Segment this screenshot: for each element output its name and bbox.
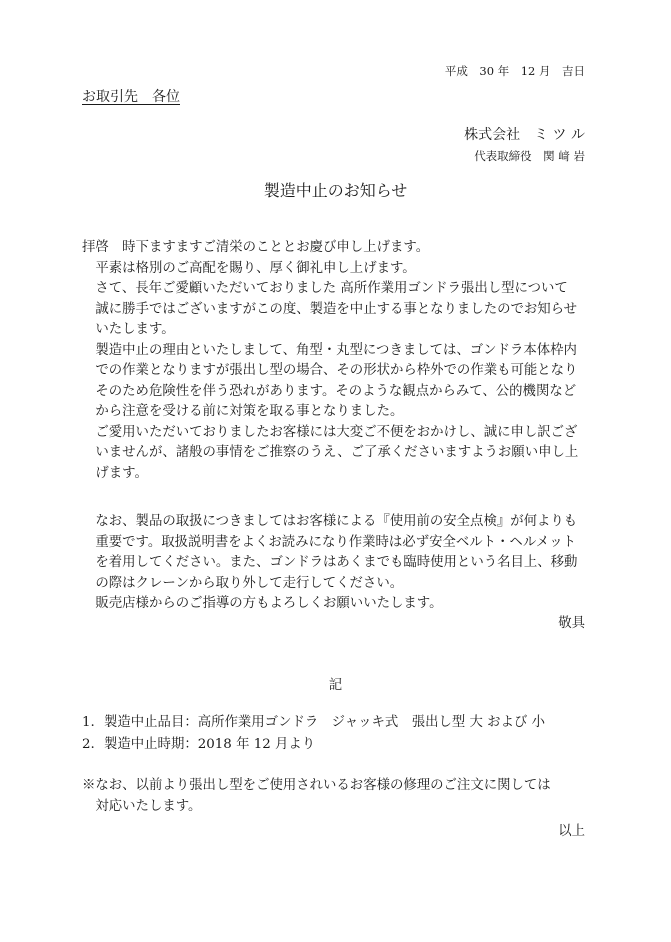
list-item: [82, 734, 545, 756]
body-line: ご愛用いただいておりましたお客様には大変ご不便をおかけし、誠に申し訳ござ: [82, 424, 578, 440]
body-line: なお、製品の取扱につきましてはお客様による『使用前の安全点検』が何よりも: [82, 514, 578, 529]
company-name: 株式会社 ミ ツ ル: [464, 127, 585, 143]
note-line: 対応いたします。: [82, 798, 202, 814]
body-line: いませんが、諸般の事情をご推察のうえ、ご了承くださいますようお願い申し上: [82, 445, 579, 460]
body-line: げます。: [82, 465, 148, 481]
item-number: 2.: [82, 737, 95, 752]
ki-heading: 記: [328, 678, 343, 693]
body-line: 拝啓 時下ますますご清栄のこととお慶び申し上げます。: [82, 240, 430, 255]
list-item: [82, 712, 545, 734]
document-title: 製造中止のお知らせ: [263, 181, 408, 200]
note-line: ※なお、以前より張出し型をご使用されいるお客様の修理のご注文に関しては: [82, 778, 551, 793]
closing-ijou: 以上: [558, 824, 585, 839]
body-line: 製造中止の理由といたしまして、角型・丸型につきましては、ゴンドラ本体枠内: [82, 342, 577, 358]
addressee: お取引先 各位: [82, 89, 180, 105]
body-line: を着用してください。また、ゴンドラはあくまでも臨時使用という名目上、移動: [82, 555, 578, 570]
body-line: から注意を受ける前に対策を取る事となりました。: [82, 404, 404, 419]
representative: 代表取締役 関 﨑 岩: [474, 149, 585, 163]
item-text: 製造中止品目：高所作業用ゴンドラ ジャッキ式 張出し型 大 および 小: [104, 715, 545, 730]
body-line: そのため危険性を伴う恐れがあります。そのような観点からみて、公的機関など: [82, 383, 577, 399]
issue-date: 平成 30 年 12 月 吉日: [444, 64, 585, 78]
body-line: 重要です。取扱説明書をよくお読みになり作業時は必ず安全ベルト・ヘルメット: [82, 534, 576, 550]
closing-keigu: 敬具: [558, 616, 585, 631]
body-paragraphs: [82, 238, 592, 484]
body-line: さて、長年ご愛顧いただいておりました 高所作業用ゴンドラ張出し型について: [82, 281, 568, 296]
body-line: 販売店様からのご指導の方もよろしくお願いいたします。: [82, 596, 443, 611]
safety-notice-paragraph: [82, 512, 592, 615]
item-number: 1.: [82, 715, 95, 730]
body-line: 誠に勝手ではございますがこの度、製造を中止する事となりましたのでお知らせ: [82, 301, 578, 317]
body-line: いたします。: [82, 322, 175, 337]
body-line: の際はクレーンから取り外して走行してください。: [82, 575, 404, 591]
body-line: での作業となりますが張出し型の場合、その形状から枠外での作業も可能となり: [82, 363, 578, 378]
body-line: 平素は格別のご高配を賜り、厚く御礼申し上げます。: [82, 260, 416, 276]
repair-note: [82, 776, 551, 817]
item-text: 製造中止時期：2018 年 12 月より: [104, 737, 316, 752]
item-list: [82, 712, 545, 756]
